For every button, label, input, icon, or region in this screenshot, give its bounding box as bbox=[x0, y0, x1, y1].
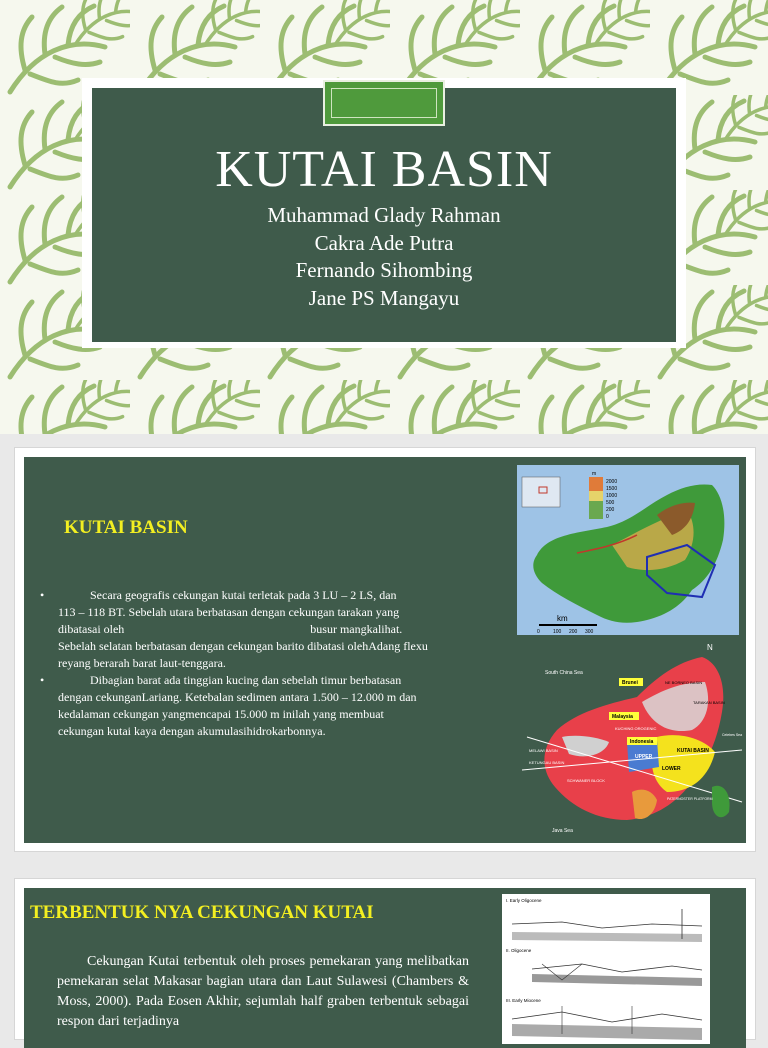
paragraph-boundaries bbox=[58, 672, 504, 740]
diagram-stage-label: III. Early Miocene bbox=[506, 998, 541, 1003]
diagram-stage-label: II. Oligocene bbox=[506, 948, 532, 953]
scale-tick: 200 bbox=[569, 629, 578, 635]
map-label: MELAWI BASIN bbox=[529, 748, 558, 753]
legend-value: 200 bbox=[606, 507, 615, 513]
text-line: dengan cekunganLariang. Ketebalan sedimen antara 1.500 – 12.000 m dan bbox=[58, 690, 417, 704]
text-line: dibatasai oleh busur mangkalihat. bbox=[58, 622, 403, 636]
formation-text: Cekungan Kutai terbentuk oleh proses pemekaran yang melibatkan pemekaran selat Makasar bagian utara dan Laut Sulawesi (Chambers & Moss, 2000). Pada Eosen Akhir, sejumlah half graben terbentuk sebagai respon dari terjadinya bbox=[57, 954, 469, 1029]
map-label: Malaysia bbox=[612, 714, 633, 720]
scale-tick: 100 bbox=[553, 629, 562, 635]
author-1: Muhammad Glady Rahman bbox=[267, 203, 501, 227]
text-line: reyang berarah barat laut-tenggara. bbox=[58, 656, 226, 670]
legend-value: 500 bbox=[606, 500, 615, 506]
map-label: SCHWANER BLOCK bbox=[567, 778, 605, 783]
map-label: KUTAI BASIN bbox=[677, 748, 709, 754]
map-label: LOWER bbox=[662, 766, 681, 772]
text-line: kedalaman cekungan yangmencapai 15.000 m inilah yang membuat bbox=[58, 707, 384, 721]
text-line: Secara geografis cekungan kutai terletak pada 3 LU – 2 LS, dan bbox=[90, 588, 397, 602]
paragraph-formation bbox=[57, 952, 469, 1032]
author-3: Fernando Sihombing bbox=[295, 258, 473, 282]
scale-tick: 300 bbox=[585, 629, 594, 635]
presentation-title: KUTAI BASIN bbox=[215, 141, 553, 198]
slide-basin-formation bbox=[14, 878, 756, 1040]
borneo-basin-map bbox=[517, 642, 745, 837]
map-label: KETUNGAU BASIN bbox=[529, 760, 565, 765]
borneo-topographic-map bbox=[517, 465, 739, 635]
title-slide bbox=[0, 0, 768, 434]
slide-panel bbox=[24, 888, 746, 1048]
map-label: Brunei bbox=[622, 680, 638, 686]
bullet-marker: • bbox=[40, 588, 45, 602]
map-label: NE BORNEO BASIN bbox=[665, 680, 703, 685]
text-line: cekungan kutai kaya dengan akumulasihidrokarbonnya. bbox=[58, 724, 326, 738]
legend-unit: m bbox=[592, 471, 597, 477]
paragraph-geography bbox=[58, 587, 504, 672]
north-arrow: N bbox=[707, 643, 713, 652]
map-label: PATERNOSTER PLATFORM bbox=[667, 797, 713, 801]
title-tab-decoration bbox=[323, 80, 445, 126]
slide-heading: TERBENTUK NYA CEKUNGAN KUTAI bbox=[30, 902, 374, 923]
author-4: Jane PS Mangayu bbox=[308, 286, 460, 310]
map-label: TARAKAN BASIN bbox=[693, 700, 725, 705]
map-label: Indonesia bbox=[630, 739, 654, 745]
slide-kutai-basin bbox=[14, 447, 756, 852]
text-line: 113 – 118 BT. Sebelah utara berbatasan dengan cekungan tarakan yang bbox=[58, 605, 400, 619]
map-label: Java Sea bbox=[552, 828, 573, 834]
map-label: UPPER bbox=[635, 754, 653, 760]
slide-heading: KUTAI BASIN bbox=[64, 517, 188, 538]
bullet-marker: • bbox=[40, 673, 45, 687]
map-label: Celebes Sea bbox=[722, 733, 743, 737]
basin-evolution-cross-section bbox=[502, 894, 710, 1044]
legend-value: 0 bbox=[606, 514, 609, 520]
legend-value: 1000 bbox=[606, 493, 618, 499]
inset-locator-map bbox=[522, 477, 560, 507]
text-line: Dibagian barat ada tinggian kucing dan sebelah timur berbatasan bbox=[90, 673, 402, 687]
slide-panel bbox=[24, 457, 746, 843]
diagram-stage-label: I. Early Oligocene bbox=[506, 898, 542, 903]
scale-tick: 0 bbox=[537, 629, 540, 635]
legend-value: 2000 bbox=[606, 479, 618, 485]
scale-label: km bbox=[557, 614, 568, 623]
map-label: KUCHING OROGENIC bbox=[615, 726, 657, 731]
map-label: South China Sea bbox=[545, 670, 583, 676]
text-line: Sebelah selatan berbatasan dengan cekungan barito dibatasi olehAdang flexu bbox=[58, 639, 428, 653]
author-2: Cakra Ade Putra bbox=[314, 231, 454, 255]
legend-value: 1500 bbox=[606, 486, 618, 492]
